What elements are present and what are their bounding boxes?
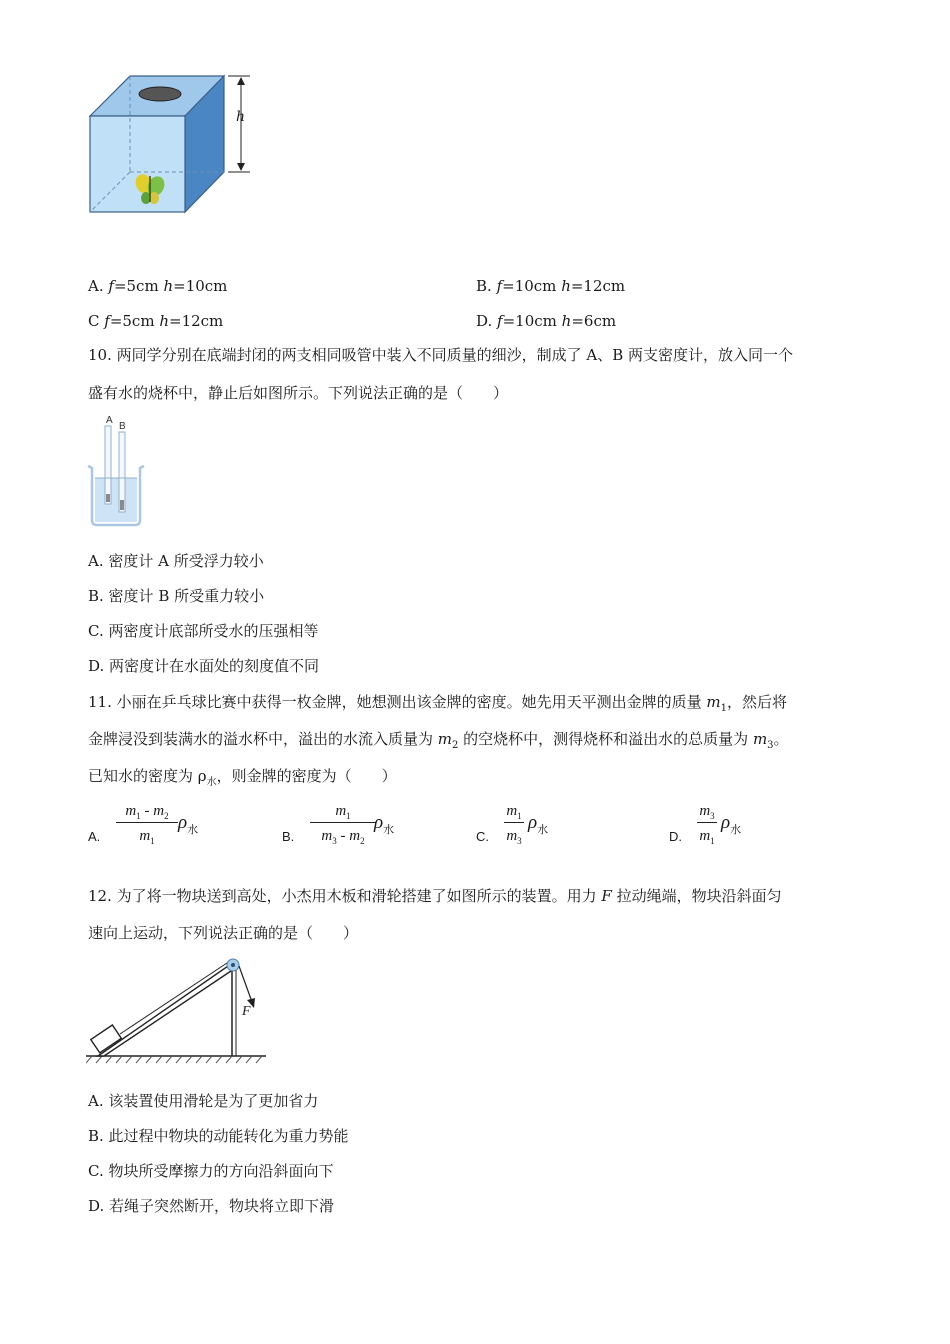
option-12d: D. 若绳子突然断开，物块将立即下滑 bbox=[88, 1197, 335, 1215]
option-11a: A. $m_1 - m_2$ $m_1$ $\rho_水$ bbox=[88, 803, 199, 846]
option-10d: D. 两密度计在水面处的刻度值不同 bbox=[88, 657, 320, 675]
question-10-line2: 盛有水的烧杯中，静止后如图所示。下列说法正确的是（ ） bbox=[88, 384, 509, 402]
option-10b: B. 密度计 B 所受重力较小 bbox=[88, 587, 265, 605]
question-10-line1: 10. 两同学分别在底端封闭的两支相同吸管中装入不同质量的细沙，制成了 A、B 两支密度计，放入同一个 bbox=[88, 346, 794, 364]
height-label: h bbox=[236, 109, 246, 125]
option-10c: C. 两密度计底部所受水的压强相等 bbox=[88, 622, 319, 640]
option-9b: B. f=10cm h=12cm bbox=[476, 277, 626, 295]
label-a: A bbox=[106, 415, 113, 426]
label-b: B bbox=[119, 421, 126, 432]
option-9c: C f=5cm h=12cm bbox=[88, 312, 224, 330]
question-11-line1: 11. 小丽在乒乓球比赛中获得一枚金牌，她想测出该金牌的密度。她先用天平测出金牌的质量 $m_1$，然后将 bbox=[88, 693, 788, 714]
force-label: F bbox=[242, 1004, 251, 1019]
question-12-line1: 12. 为了将一物块送到高处，小杰用木板和滑轮搭建了如图所示的装置。用力 F 拉动绳端，物块沿斜面匀 bbox=[88, 887, 782, 905]
question-11-line2: 金牌浸没到装满水的溢水杯中，溢出的水流入质量为 $m_2$ 的空烧杯中，测得烧杯和溢出水的总质量为 $m_3$。 bbox=[88, 730, 789, 751]
option-12b: B. 此过程中物块的动能转化为重力势能 bbox=[88, 1127, 349, 1145]
option-11d: D. $m_3$ $m_1$ $\rho_水$ bbox=[669, 803, 742, 846]
beaker-figure bbox=[86, 412, 146, 528]
box-figure bbox=[86, 72, 256, 217]
question-11-line3: 已知水的密度为 $\rho_水$，则金牌的密度为（ ） bbox=[88, 767, 397, 788]
option-12a: A. 该装置使用滑轮是为了更加省力 bbox=[88, 1092, 319, 1110]
option-11c: C. $m_1$ $m_3$ $\rho_水$ bbox=[476, 803, 549, 846]
option-11b: B. $m_1$ $m_3 - m_2$ $\rho_水$ bbox=[282, 803, 395, 846]
option-10a: A. 密度计 A 所受浮力较小 bbox=[88, 552, 264, 570]
question-12-line2: 速向上运动，下列说法正确的是（ ） bbox=[88, 924, 359, 942]
option-12c: C. 物块所受摩擦力的方向沿斜面向下 bbox=[88, 1162, 334, 1180]
option-9d: D. f=10cm h=6cm bbox=[476, 312, 617, 330]
incline-pulley-figure bbox=[86, 952, 271, 1064]
option-9a: A. f=5cm h=10cm bbox=[88, 277, 228, 295]
